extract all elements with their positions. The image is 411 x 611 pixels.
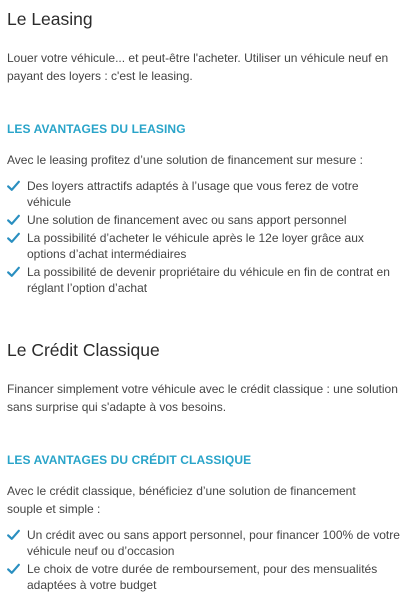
credit-lead: Avec le crédit classique, bénéficiez d’une solution de financement souple et simple : [7,484,356,516]
list-item [7,212,402,228]
credit-advantages-list [7,527,402,595]
list-item [7,264,402,296]
checkmark-icon [7,563,20,575]
leasing-advantages-heading: LES AVANTAGES DU LEASING [7,122,186,136]
checkmark-icon [7,232,20,244]
checkmark-icon [7,180,20,192]
list-item [7,527,402,559]
leasing-lead: Avec le leasing profitez d’une solution de financement sur mesure : [7,153,363,167]
list-item-text: La possibilité d’acheter le véhicule après le 12e loyer grâce aux options d’achat intermédiaires [27,231,364,261]
checkmark-icon [7,214,20,226]
list-item-text: La possibilité de devenir propriétaire du véhicule en fin de contrat en réglant l’option d’achat [27,265,390,295]
credit-title: Le Crédit Classique [7,340,160,360]
list-item [7,561,402,593]
list-item [7,178,402,210]
credit-advantages-heading: LES AVANTAGES DU CRÉDIT CLASSIQUE [7,453,252,467]
list-item [7,230,402,262]
credit-intro: Financer simplement votre véhicule avec le crédit classique : une solution sans surprise qui s'adapte à vos besoins. [7,382,398,414]
list-item-text: Des loyers attractifs adaptés à l’usage que vous ferez de votre véhicule [27,179,359,209]
leasing-title: Le Leasing [7,9,93,29]
list-item-text: Une solution de financement avec ou sans apport personnel [27,213,347,227]
leasing-intro: Louer votre véhicule... et peut-être l'acheter. Utiliser un véhicule neuf en payant des loyers : c'est le leasing. [7,51,389,83]
leasing-advantages-list [7,178,402,298]
checkmark-icon [7,529,20,541]
list-item-text: Un crédit avec ou sans apport personnel, pour financer 100% de votre véhicule neuf ou d’occasion [27,528,400,558]
list-item-text: Le choix de votre durée de remboursement, pour des mensualités adaptées à votre budget [27,562,378,592]
checkmark-icon [7,266,20,278]
